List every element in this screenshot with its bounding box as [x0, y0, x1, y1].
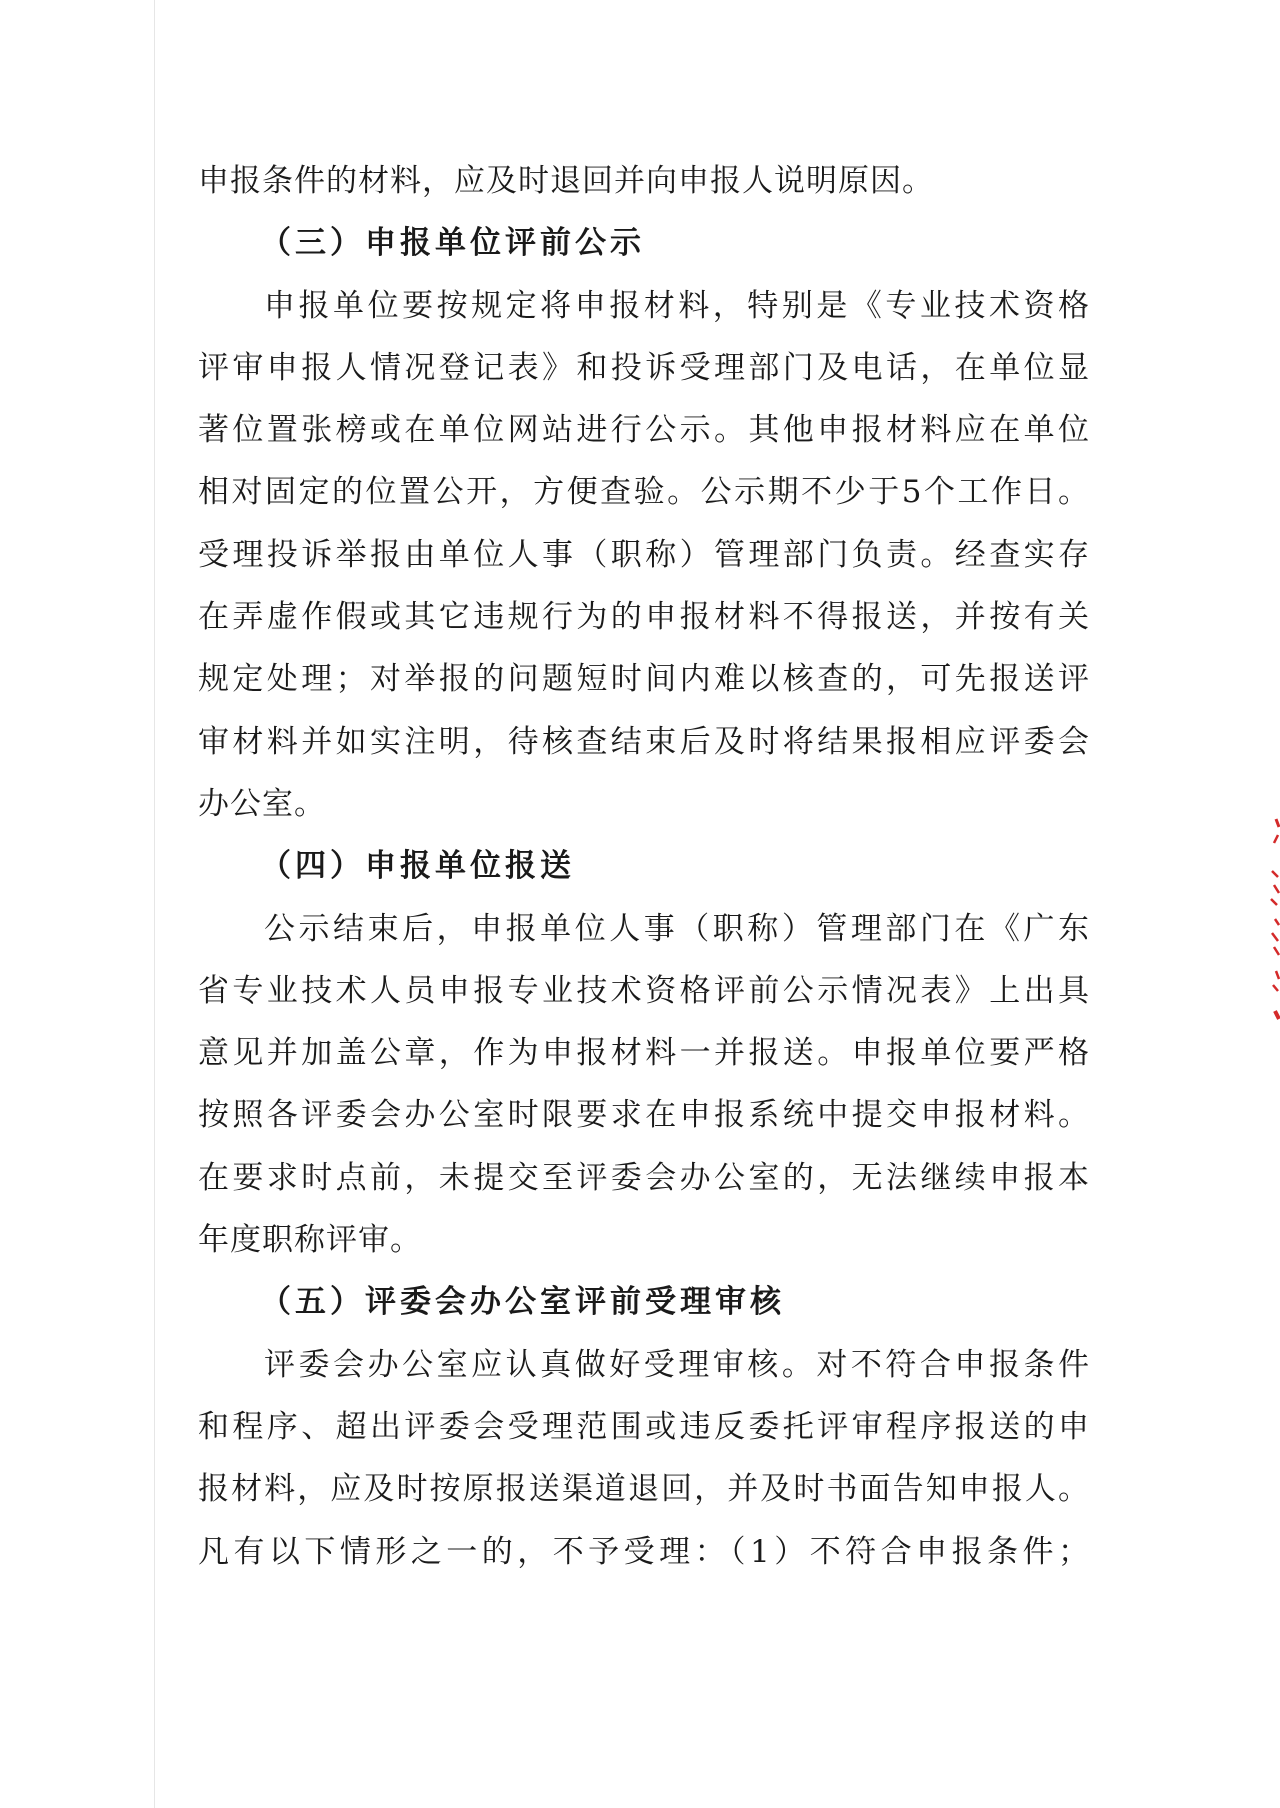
text-line: 年度职称评审。 [198, 1222, 422, 1259]
document-page [198, 150, 1090, 1583]
section-heading: （五）评委会办公室评前受理审核 [260, 1284, 785, 1321]
text-line: 著位置张榜或在单位网站进行公示。其他申报材料应在单位 [198, 412, 1090, 449]
text-line: 评审申报人情况登记表》和投诉受理部门及电话，在单位显 [198, 349, 1090, 386]
text-line: 规定处理；对举报的问题短时间内难以核查的，可先报送评 [198, 661, 1090, 698]
text-line: 申报单位要按规定将申报材料，特别是《专业技术资格 [264, 287, 1090, 324]
text-line: 和程序、超出评委会受理范围或违反委托评审程序报送的申 [198, 1408, 1090, 1445]
text-line: 按照各评委会办公室时限要求在申报系统中提交申报材料。 [198, 1097, 1090, 1134]
text-line: 评委会办公室应认真做好受理审核。对不符合申报条件 [264, 1346, 1090, 1383]
text-line: 报材料，应及时按原报送渠道退回，并及时书面告知申报人。 [198, 1471, 1090, 1508]
text-line: 在要求时点前，未提交至评委会办公室的，无法继续申报本 [198, 1159, 1090, 1196]
text-line: 凡有以下情形之一的，不予受理：（1）不符合申报条件； [198, 1533, 1090, 1570]
text-line: 办公室。 [198, 785, 326, 822]
seal-stamp-edge [1262, 815, 1280, 1025]
text-line: 在弄虚作假或其它违规行为的申报材料不得报送，并按有关 [198, 599, 1090, 636]
text-line: 申报条件的材料，应及时退回并向申报人说明原因。 [198, 163, 934, 199]
text-line: 审材料并如实注明，待核查结束后及时将结果报相应评委会 [198, 723, 1090, 760]
section-heading: （四）申报单位报送 [260, 848, 575, 885]
text-line: 相对固定的位置公开，方便查验。公示期不少于5个工作日。 [198, 474, 1090, 511]
section-heading: （三）申报单位评前公示 [260, 225, 645, 262]
text-line: 意见并加盖公章，作为申报材料一并报送。申报单位要严格 [198, 1035, 1090, 1072]
text-line: 公示结束后，申报单位人事（职称）管理部门在《广东 [264, 910, 1090, 947]
text-line: 省专业技术人员申报专业技术资格评前公示情况表》上出具 [198, 972, 1090, 1009]
binding-margin-line [154, 0, 155, 1808]
text-line: 受理投诉举报由单位人事（职称）管理部门负责。经查实存 [198, 536, 1090, 573]
